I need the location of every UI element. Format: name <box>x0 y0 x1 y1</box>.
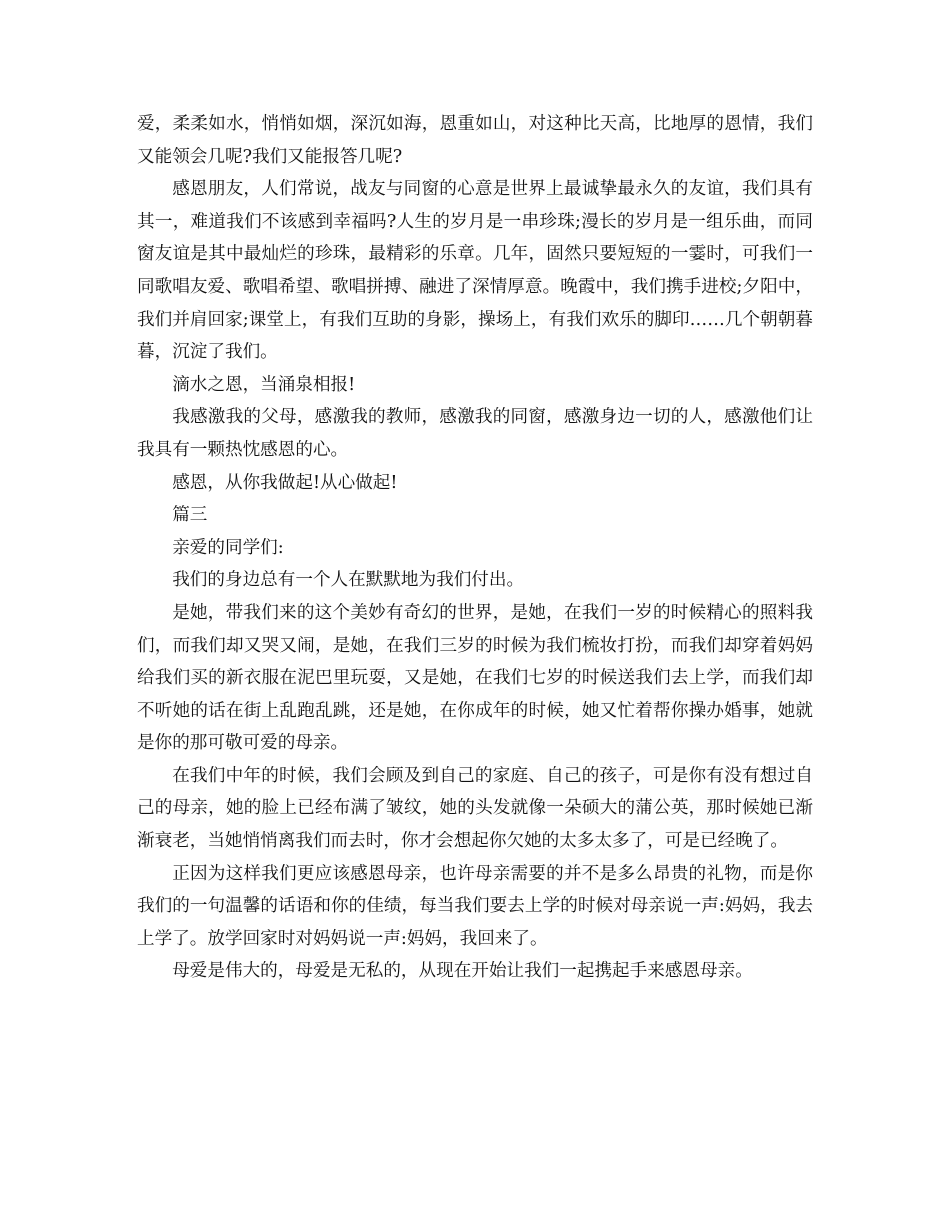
paragraph-continuation: 爱，柔柔如水，悄悄如烟，深沉如海，恩重如山，对这种比天高，比地厚的恩情，我们又能领会几呢?我们又能报答几呢? <box>137 114 813 167</box>
paragraph-repay: 滴水之恩，当涌泉相报! <box>172 374 356 395</box>
paragraph-someone-silent: 我们的身边总有一个人在默默地为我们付出。 <box>172 570 525 591</box>
paragraph-middle-age: 在我们中年的时候，我们会顾及到自己的家庭、自己的孩子，可是你有没有想过自己的母亲，她的脸上已经布满了皱纹，她的头发就像一朵硕大的蒲公英，那时候她已渐渐衰老，当她悄悄离我们而去时，你才会想起你欠她的太多太多了，可是已经晚了。 <box>137 765 813 852</box>
paragraph-thank-mother: 正因为这样我们更应该感恩母亲，也许母亲需要的并不是多么昂贵的礼物，而是你我们的一句温馨的话语和你的佳绩，每当我们要去上学的时候对母亲说一声:妈妈，我去上学了。放学回家时对妈妈说一声:妈妈，我回来了。 <box>137 863 813 949</box>
paragraph-mother-care: 是她，带我们来的这个美妙有奇幻的世界，是她，在我们一岁的时候精心的照料我们，而我们却又哭又闹，是她，在我们三岁的时候为我们梳妆打扮，而我们却穿着妈妈给我们买的新衣服在泥巴里玩耍，又是她，在我们七岁的时候送我们去上学，而我们却不听她的话在街上乱跑乱跳，还是她，在你成年的时候，她又忙着帮你操办婚事，她就是你的那可敬可爱的母亲。 <box>137 602 813 754</box>
paragraph-friends: 感恩朋友，人们常说，战友与同窗的心意是世界上最诚挚最永久的友谊，我们具有其一，难道我们不该感到幸福吗?人生的岁月是一串珍珠;漫长的岁月是一组乐曲，而同窗友谊是其中最灿烂的珍珠，最精彩的乐章。几年，固然只要短短的一霎时，可我们一同歌唱友爱、歌唱希望、歌唱拼搏、融进了深情厚意。晚霞中，我们携手进校;夕阳中，我们并肩回家;课堂上，有我们互助的身影，操场上，有我们欢乐的脚印……几个朝朝暮暮，沉淀了我们。 <box>137 179 813 363</box>
document-page <box>137 108 813 988</box>
salutation: 亲爱的同学们: <box>172 537 284 558</box>
paragraph-start-from-me: 感恩，从你我做起!从心做起! <box>172 472 398 493</box>
paragraph-conclusion: 母爱是伟大的，母爱是无私的，从现在开始让我们一起携起手来感恩母亲。 <box>172 961 753 982</box>
paragraph-gratitude: 我感激我的父母，感激我的教师，感激我的同窗，感激身边一切的人，感激他们让我具有一颗热忱感恩的心。 <box>137 407 813 460</box>
section-heading: 篇三 <box>172 505 208 526</box>
